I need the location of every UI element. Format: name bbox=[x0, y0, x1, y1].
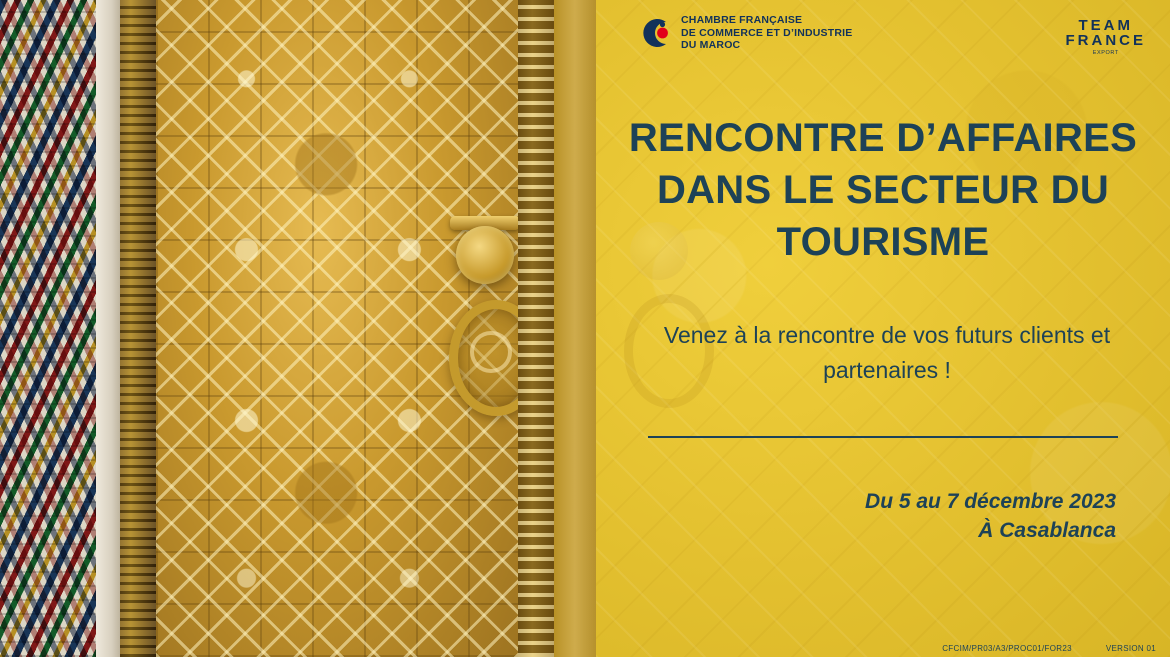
team-france-line2: FRANCE bbox=[1065, 32, 1146, 49]
brass-door-panel bbox=[156, 0, 518, 657]
door-knocker-plate-icon bbox=[456, 226, 514, 284]
event-location: À Casablanca bbox=[978, 519, 1116, 542]
photo-edge-shadow bbox=[536, 0, 596, 657]
headline-line-1: RENCONTRE D’AFFAIRES bbox=[628, 116, 1138, 160]
headline-line-2: DANS LE SECTEUR DU bbox=[656, 168, 1110, 212]
cfcim-logo-line2: DE COMMERCE ET D’INDUSTRIE bbox=[681, 26, 853, 39]
footer-version: VERSION 01 bbox=[1105, 644, 1156, 653]
subheading-text: Venez à la rencontre de vos futurs clients et partenaires ! bbox=[663, 322, 1111, 383]
team-france-line1: TEAM bbox=[1078, 17, 1133, 34]
footer-reference: CFCIM/PR03/A3/PROC01/FOR23 bbox=[942, 644, 1072, 653]
cfcim-logo-line3: DU MAROC bbox=[681, 39, 741, 51]
event-details bbox=[696, 487, 1116, 545]
event-dates: Du 5 au 7 décembre 2023 bbox=[865, 490, 1116, 513]
zellige-mosaic bbox=[0, 0, 100, 657]
team-france-subline: EXPORT bbox=[1092, 50, 1119, 56]
page-title bbox=[618, 112, 1148, 268]
team-france-export-logo bbox=[1066, 18, 1147, 56]
cfcim-logo bbox=[636, 14, 852, 52]
cfcim-logo-line1: CHAMBRE FRANÇAISE bbox=[681, 14, 803, 26]
carved-wood-strip bbox=[120, 0, 156, 657]
plaster-band bbox=[96, 0, 122, 657]
headline-line-3: TOURISME bbox=[776, 220, 990, 264]
cfcim-logo-text bbox=[681, 14, 852, 52]
cci-logo-icon bbox=[636, 15, 672, 51]
content-panel bbox=[596, 0, 1170, 657]
footer bbox=[942, 644, 1156, 653]
divider bbox=[648, 436, 1118, 438]
